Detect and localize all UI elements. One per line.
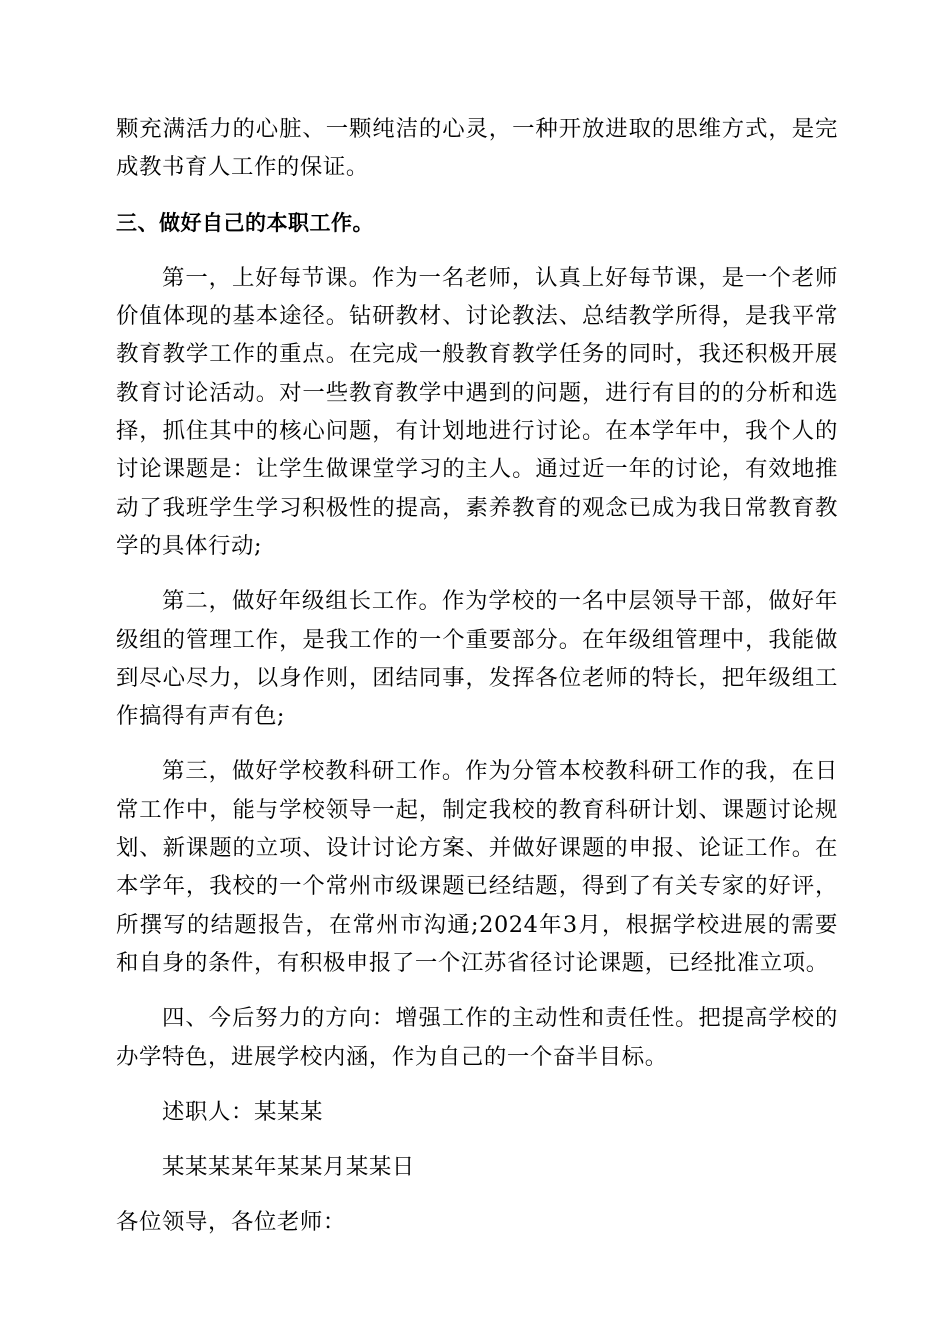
section-heading-three: 三、做好自己的本职工作。 [116,210,374,235]
paragraph-third-duty: 第三，做好学校教科研工作。作为分管本校教科研工作的我，在日常工作中，能与学校领导一起，制定我校的教育科研计划、课题讨论规划、新课题的立项、设计讨论方案、并做好课题的申报、论证工作。在本学年，我校的一个常州市级课题已经结题，得到了有关专家的好评，所撰写的结题报告，在常州市沟通;2024年3月，根据学校进展的需要和自身的条件，有积极申报了一个江苏省径讨论课题，已经批准立项。 [116,758,838,976]
date-line: 某某某某年某某月某某日 [162,1154,415,1181]
paragraph-future-direction: 四、今后努力的方向：增强工作的主动性和责任性。把提高学校的办学特色，进展学校内涵，作为自己的一个奋半目标。 [116,1005,838,1070]
paragraph-intro-tail: 颗充满活力的心脏、一颗纯洁的心灵，一种开放进取的思维方式，是完成教书育人工作的保证。 [116,116,838,181]
paragraph-second-duty: 第二，做好年级组长工作。作为学校的一名中层领导干部，做好年级组的管理工作，是我工作的一个重要部分。在年级组管理中，我能做到尽心尽力，以身作则，团结同事，发挥各位老师的特长，把年级组工作搞得有声有色; [116,588,838,730]
signature-line: 述职人：某某某 [162,1098,323,1125]
paragraph-first-duty: 第一，上好每节课。作为一名老师，认真上好每节课，是一个老师价值体现的基本途径。钻研教材、讨论教法、总结教学所得，是我平常教育教学工作的重点。在完成一般教育教学任务的同时，我还积极开展教育讨论活动。对一些教育教学中遇到的问题，进行有目的的分析和选择，抓住其中的核心问题，有计划地进行讨论。在本学年中，我个人的讨论课题是：让学生做课堂学习的主人。通过近一年的讨论，有效地推动了我班学生学习积极性的提高，素养教育的观念已成为我日常教育教学的具体行动; [116,264,838,559]
document-body [116,110,838,1242]
greeting-line: 各位领导，各位老师： [116,1209,346,1236]
